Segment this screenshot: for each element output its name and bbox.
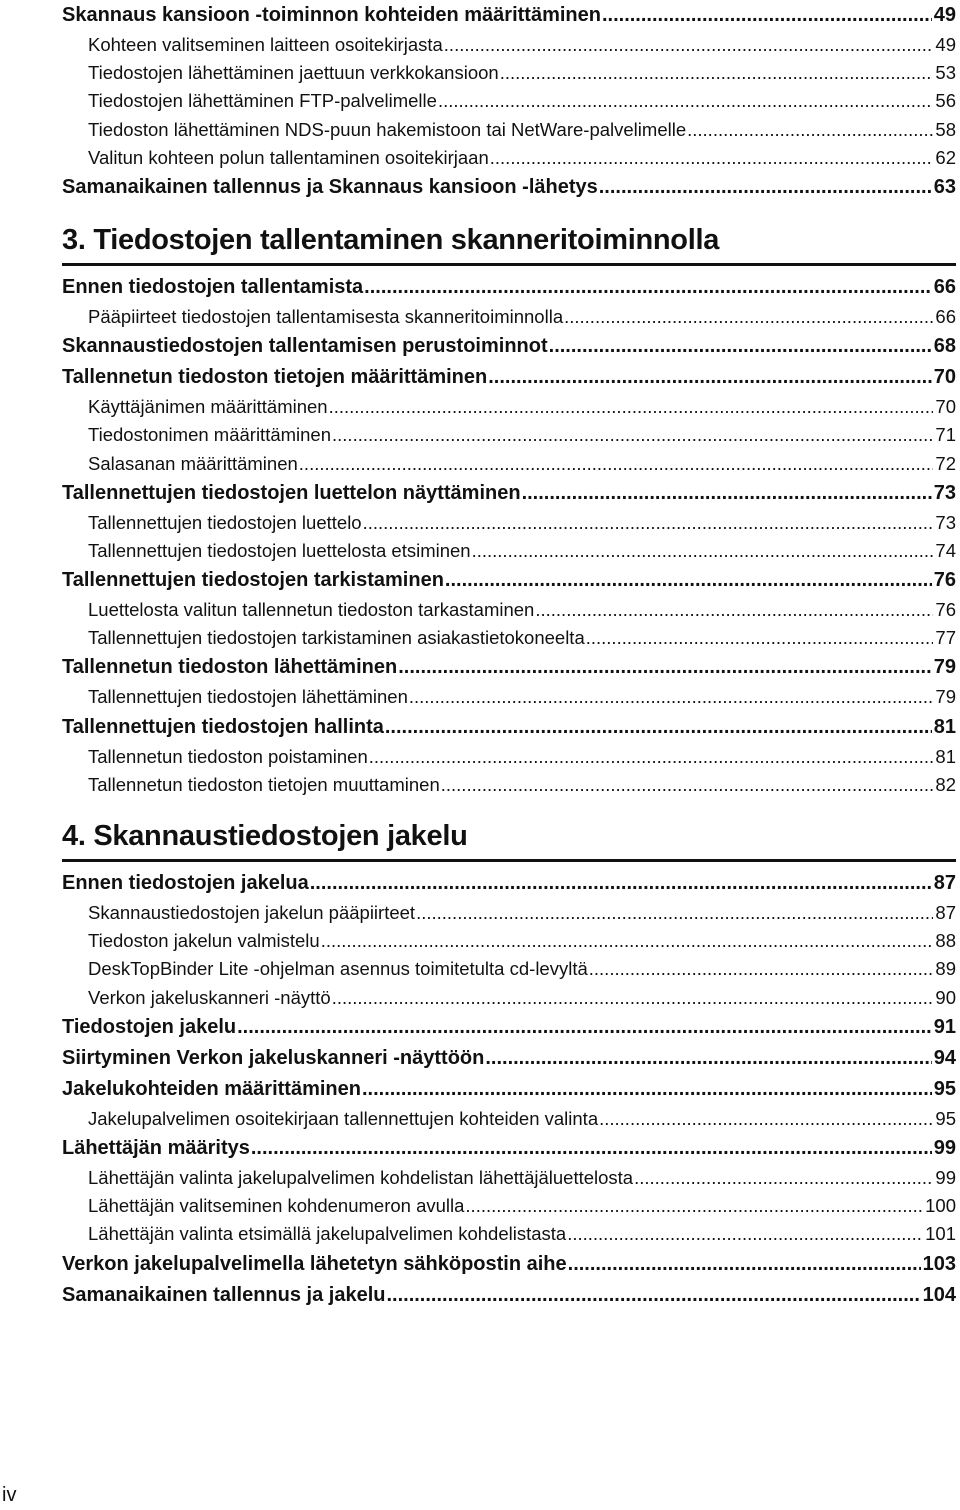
toc-entry-subsection[interactable] [62,537,956,565]
dot-leader [438,87,933,115]
dot-leader [441,771,934,799]
dot-leader [237,1012,932,1043]
toc-entry-subsection[interactable] [62,393,956,421]
toc-entry-subsection[interactable] [62,303,956,331]
toc-entry-page-number: 68 [933,335,956,358]
toc-entry-title: Tiedostojen jakelu [62,1015,237,1038]
toc-entry-title: Skannaustiedostojen tallentamisen perustoiminnot [62,335,548,358]
toc-entry-section[interactable] [62,362,956,393]
toc-entry-title: Lähettäjän määritys [62,1136,250,1159]
toc-entry-title: Salasanan määrittäminen [88,452,298,474]
toc-entry-page-number: 49 [935,34,956,55]
dot-leader [310,868,932,899]
dot-leader [488,362,932,393]
toc-entry-section[interactable] [62,0,956,31]
toc-entry-page-number: 100 [925,1195,956,1217]
toc-entry-title: Samanaikainen tallennus ja jakelu [62,1283,386,1306]
toc-entry-page-number: 89 [935,958,956,980]
toc-entry-page-number: 79 [935,686,956,708]
toc-entry-section[interactable] [62,565,956,596]
toc-entry-page-number: 63 [933,175,956,198]
toc-entry-title: Luettelosta valitun tallennetun tiedoston tarkastaminen [88,599,535,621]
toc-entry-title: Tallennettujen tiedostojen tarkistaminen asiakastietokoneelta [88,627,585,649]
toc-entry-section[interactable] [62,712,956,743]
toc-entry-subsection[interactable] [62,509,956,537]
toc-entry-subsection[interactable] [62,1164,956,1192]
toc-entry-subsection[interactable] [62,899,956,927]
toc-entry-title: Skannaustiedostojen jakelun pääpiirteet [88,902,416,923]
dot-leader [386,1280,920,1311]
toc-entry-page-number: 101 [925,1223,956,1245]
toc-entry-title: Tallennettujen tiedostojen tarkistaminen [62,569,444,592]
toc-entry-title: Tallennettujen tiedostojen lähettäminen [88,686,408,708]
toc-entry-subsection[interactable] [62,116,956,144]
dot-leader [321,927,934,955]
toc-entry-title: Tiedoston lähettäminen NDS-puun hakemistoon tai NetWare-palvelimelle [88,118,687,140]
toc-entry-subsection[interactable] [62,955,956,983]
dot-leader [445,565,932,596]
toc-entry-page-number: 72 [935,452,956,474]
dot-leader [332,421,933,449]
dot-leader [329,393,934,421]
toc-entry-page-number: 82 [935,773,956,795]
toc-entry-subsection[interactable] [62,87,956,115]
toc-entry-title: Jakelupalvelimen osoitekirjaan tallennettujen kohteiden valinta [88,1107,599,1129]
toc-entry-title: Kohteen valitseminen laitteen osoitekirjasta [88,34,443,55]
toc-entry-section[interactable] [62,1280,956,1311]
toc-entry-title: Jakelukohteiden määrittäminen [62,1077,361,1100]
dot-leader [549,331,932,362]
toc-entry-page-number: 62 [935,146,956,168]
dot-leader [586,624,934,652]
dot-leader [416,899,933,927]
dot-leader [299,450,934,478]
toc-entry-subsection[interactable] [62,421,956,449]
toc-entry-subsection[interactable] [62,683,956,711]
toc-entry-section[interactable] [62,1074,956,1105]
toc-entry-page-number: 95 [935,1107,956,1129]
toc-entry-page-number: 76 [935,599,956,621]
dot-leader [385,712,932,743]
toc-entry-page-number: 76 [933,569,956,592]
toc-entry-title: Verkon jakeluskanneri -näyttö [88,986,331,1008]
toc-entry-subsection[interactable] [62,984,956,1012]
toc-entry-subsection[interactable] [62,31,956,59]
toc-entry-title: Tallennetun tiedoston poistaminen [88,745,368,767]
toc-entry-page-number: 70 [933,366,956,389]
dot-leader [369,743,934,771]
toc-entry-section[interactable] [62,868,956,899]
toc-entry-page-number: 73 [935,511,956,533]
dot-leader [564,303,933,331]
toc-entry-page-number: 88 [935,930,956,952]
dot-leader [490,144,934,172]
toc-entry-title: Tiedostonimen määrittäminen [88,424,332,446]
toc-entry-section[interactable] [62,478,956,509]
toc-entry-page-number: 77 [935,627,956,649]
dot-leader [687,116,933,144]
toc-entry-page-number: 79 [933,656,956,679]
dot-leader [599,172,932,203]
toc-entry-page-number: 87 [933,872,956,894]
toc-entry-subsection[interactable] [62,771,956,799]
toc-entry-title: Tallennettujen tiedostojen luettelon näyttäminen [62,481,521,504]
dot-leader [465,1192,923,1220]
dot-leader [602,0,932,31]
toc-entry-subsection[interactable] [62,1192,956,1220]
toc-entry-subsection[interactable] [62,1220,956,1248]
toc-entry-subsection[interactable] [62,450,956,478]
toc-entry-subsection[interactable] [62,596,956,624]
toc-entry-title: Pääpiirteet tiedostojen tallentamisesta skanneritoiminnolla [88,305,564,327]
toc-entry-section[interactable] [62,331,956,362]
toc-entry-subsection[interactable] [62,144,956,172]
toc-entry-section[interactable] [62,1249,956,1280]
toc-entry-section[interactable] [62,1043,956,1074]
dot-leader [500,59,934,87]
dot-leader [444,31,934,59]
chapter-title: 3. Tiedostojen tallentaminen skanneritoiminnolla [62,223,720,256]
toc-entry-page-number: 70 [935,396,956,418]
chapter-heading [62,811,956,862]
dot-leader [251,1133,932,1164]
toc-entry-title: Lähettäjän valitseminen kohdenumeron avulla [88,1195,465,1217]
dot-leader [535,596,933,624]
toc-entry-title: Lähettäjän valinta etsimällä jakelupalvelimen kohdelistasta [88,1223,567,1245]
toc-entry-title: Tallennettujen tiedostojen luettelosta etsiminen [88,539,471,561]
table-of-contents [62,0,956,1311]
page-number: iv [2,1484,17,1506]
toc-entry-title: Skannaus kansioon -toiminnon kohteiden määrittäminen [62,4,601,26]
dot-leader [485,1043,931,1074]
toc-entry-subsection[interactable] [62,1105,956,1133]
toc-entry-section[interactable] [62,272,956,303]
toc-entry-page-number: 87 [935,902,956,923]
toc-entry-page-number: 66 [935,305,956,327]
toc-entry-page-number: 53 [935,62,956,84]
toc-entry-section[interactable] [62,652,956,683]
toc-entry-page-number: 94 [933,1046,956,1069]
dot-leader [522,478,932,509]
dot-leader [362,1074,932,1105]
dot-leader [589,955,934,983]
toc-entry-page-number: 81 [935,745,956,767]
toc-entry-title: Tiedostojen lähettäminen jaettuun verkkokansioon [88,62,499,84]
dot-leader [568,1249,921,1280]
toc-entry-title: Tiedostojen lähettäminen FTP-palvelimelle [88,90,437,112]
toc-entry-title: Tallennettujen tiedostojen luettelo [88,511,362,533]
chapter-heading [62,215,956,266]
toc-entry-page-number: 66 [933,275,956,298]
toc-entry-page-number: 104 [922,1283,956,1306]
toc-entry-page-number: 81 [933,715,956,738]
toc-entry-page-number: 103 [922,1252,956,1275]
toc-entry-title: Ennen tiedostojen tallentamista [62,275,364,298]
toc-entry-page-number: 49 [933,4,956,26]
toc-entry-page-number: 90 [935,986,956,1008]
toc-entry-title: Samanaikainen tallennus ja Skannaus kansioon -lähetys [62,175,598,198]
dot-leader [567,1220,923,1248]
chapter-title: 4. Skannaustiedostojen jakelu [62,820,468,852]
dot-leader [472,537,934,565]
toc-entry-page-number: 91 [933,1015,956,1038]
toc-entry-page-number: 99 [933,1136,956,1159]
toc-entry-title: Lähettäjän valinta jakelupalvelimen kohdelistan lähettäjäluettelosta [88,1166,634,1188]
toc-entry-title: Valitun kohteen polun tallentaminen osoitekirjaan [88,146,489,168]
toc-entry-page-number: 74 [935,539,956,561]
toc-entry-title: Tiedoston jakelun valmistelu [88,930,320,952]
toc-entry-title: Tallennetun tiedoston lähettäminen [62,656,398,679]
toc-entry-title: Tallennetun tiedoston tietojen määrittäminen [62,366,488,389]
toc-entry-section[interactable] [62,1133,956,1164]
toc-entry-title: Tallennettujen tiedostojen hallinta [62,715,384,738]
toc-entry-page-number: 99 [935,1166,956,1188]
dot-leader [409,683,934,711]
toc-entry-page-number: 56 [935,90,956,112]
toc-entry-title: Tallennetun tiedoston tietojen muuttaminen [88,773,440,795]
dot-leader [634,1164,933,1192]
toc-entry-title: Käyttäjänimen määrittäminen [88,396,328,418]
toc-entry-subsection[interactable] [62,624,956,652]
toc-entry-title: DeskTopBinder Lite -ohjelman asennus toimitetulta cd-levyltä [88,958,588,980]
toc-entry-page-number: 95 [933,1077,956,1100]
toc-entry-page-number: 71 [935,424,956,446]
dot-leader [363,509,934,537]
toc-entry-title: Siirtyminen Verkon jakeluskanneri -näyttöön [62,1046,485,1069]
dot-leader [364,272,932,303]
toc-entry-section[interactable] [62,1012,956,1043]
dot-leader [398,652,932,683]
toc-entry-page-number: 58 [935,118,956,140]
dot-leader [599,1105,933,1133]
toc-entry-subsection[interactable] [62,59,956,87]
toc-entry-subsection[interactable] [62,927,956,955]
toc-entry-title: Ennen tiedostojen jakelua [62,872,309,894]
dot-leader [332,984,934,1012]
toc-entry-section[interactable] [62,172,956,203]
toc-entry-page-number: 73 [933,481,956,504]
toc-entry-subsection[interactable] [62,743,956,771]
toc-entry-title: Verkon jakelupalvelimella lähetetyn sähköpostin aihe [62,1252,567,1275]
